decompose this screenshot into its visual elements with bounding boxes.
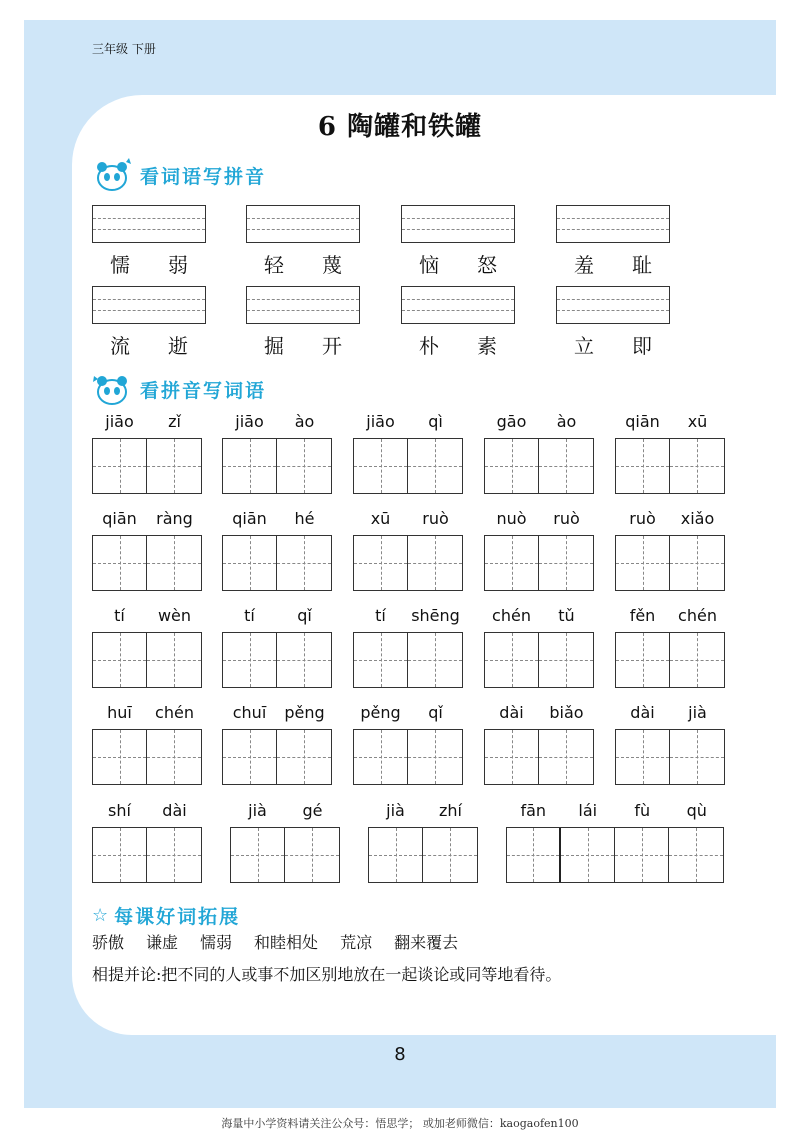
pinyin-syllable: nuò: [496, 509, 527, 528]
pinyin-line: [92, 801, 202, 823]
pinyin-line: [92, 606, 202, 628]
pinyin-syllable: jiāo: [105, 412, 134, 431]
writing-cell[interactable]: [670, 439, 724, 493]
pinyin-syllable: fěn: [629, 606, 656, 625]
pinyin-word-item: [92, 606, 202, 688]
word-character: 恼: [419, 253, 439, 277]
pinyin-line: [222, 412, 332, 434]
pinyin-syllable: pěng: [284, 703, 325, 722]
pinyin-line: [92, 703, 202, 725]
pinyin-word-item: [615, 412, 725, 494]
pinyin-line: [92, 412, 202, 434]
pinyin-line: [615, 412, 725, 434]
writing-cell[interactable]: [561, 828, 615, 882]
section-heading-text: 看词语写拼音: [140, 165, 267, 188]
writing-cell[interactable]: [93, 536, 147, 590]
writing-cell[interactable]: [277, 633, 331, 687]
writing-cell[interactable]: [147, 439, 201, 493]
pinyin-syllable: tǔ: [558, 606, 575, 625]
writing-cell[interactable]: [223, 536, 277, 590]
pinyin-syllable: wèn: [157, 606, 192, 625]
pinyin-word-item: [92, 509, 202, 591]
pinyin-syllable: xiǎo: [680, 509, 715, 528]
pinyin-item: [401, 205, 515, 278]
pinyin-syllable: gé: [302, 801, 323, 820]
word-character: 蔑: [322, 253, 342, 277]
pinyin-syllable: dài: [630, 703, 655, 722]
writing-cell[interactable]: [408, 439, 462, 493]
page-number: 8: [394, 1044, 406, 1065]
writing-cell[interactable]: [408, 730, 462, 784]
writing-cell[interactable]: [147, 828, 201, 882]
pinyin-line: [353, 703, 463, 725]
pinyin-syllable: qì: [428, 412, 443, 431]
section-heading-1: [92, 158, 266, 192]
pinyin-syllable: qù: [686, 801, 707, 820]
writing-cell[interactable]: [93, 828, 147, 882]
tianzige-grid: [353, 535, 463, 591]
word-character: 怒: [477, 253, 497, 277]
good-words-list: [92, 930, 458, 953]
word-characters: [556, 330, 670, 359]
writing-cell[interactable]: [147, 730, 201, 784]
pinyin-word-item: [615, 703, 725, 785]
pinyin-word-item: [222, 703, 332, 785]
panda-icon: [92, 372, 134, 406]
tianzige-grid: [353, 729, 463, 785]
writing-cell[interactable]: [539, 633, 593, 687]
pinyin-syllable: qǐ: [297, 606, 312, 625]
tianzige-grid: [92, 827, 202, 883]
pinyin-syllable: qiān: [625, 412, 660, 431]
pinyin-word-item: [484, 412, 594, 494]
pinyin-syllable: fù: [634, 801, 651, 820]
tianzige-grid: [353, 632, 463, 688]
word-character: 开: [322, 334, 342, 358]
pinyin-line: [353, 509, 463, 531]
good-word: 骄傲: [92, 933, 125, 952]
pinyin-syllable: xū: [370, 509, 391, 528]
writing-cell[interactable]: [539, 536, 593, 590]
pinyin-word-item: [92, 412, 202, 494]
pinyin-syllable: zǐ: [168, 412, 181, 431]
tianzige-grid: [222, 729, 332, 785]
good-word: 谦虚: [146, 933, 179, 952]
pinyin-syllable: lái: [578, 801, 598, 820]
pinyin-syllable: shēng: [411, 606, 460, 625]
writing-cell[interactable]: [369, 828, 423, 882]
pinyin-syllable: pěng: [360, 703, 401, 722]
tianzige-grid: [615, 535, 725, 591]
pinyin-word-item: [484, 606, 594, 688]
pinyin-item: [401, 286, 515, 359]
pinyin-line: [484, 509, 594, 531]
writing-cell[interactable]: [93, 730, 147, 784]
pinyin-line: [222, 509, 332, 531]
writing-cell[interactable]: [485, 536, 539, 590]
pinyin-syllable: huī: [107, 703, 132, 722]
tianzige-grid: [92, 438, 202, 494]
good-word: 懦弱: [200, 933, 233, 952]
footer-note: 海量中小学资料请关注公众号：悟思学； 或加老师微信：kaogaofen100: [221, 1117, 579, 1130]
pinyin-word-item: [506, 801, 724, 883]
section-heading-text: 看拼音写词语: [140, 379, 267, 402]
writing-cell[interactable]: [616, 633, 670, 687]
pinyin-word-item: [222, 509, 332, 591]
writing-cell[interactable]: [147, 633, 201, 687]
writing-cell[interactable]: [223, 730, 277, 784]
section-heading-2: [92, 372, 266, 406]
pinyin-line: [484, 703, 594, 725]
pinyin-word-item: [615, 509, 725, 591]
pinyin-item: [246, 286, 360, 359]
pinyin-syllable: jià: [248, 801, 267, 820]
pinyin-word-item: [353, 509, 463, 591]
pinyin-line: [92, 509, 202, 531]
idiom-explanation: 相提并论:把不同的人或事不加区别地放在一起谈论或同等地看待。: [92, 965, 562, 984]
writing-cell[interactable]: [277, 536, 331, 590]
writing-cell[interactable]: [277, 439, 331, 493]
tianzige-grid: [222, 535, 332, 591]
writing-cell[interactable]: [616, 730, 670, 784]
tianzige-grid: [484, 438, 594, 494]
writing-cell[interactable]: [423, 828, 477, 882]
pinyin-line: [506, 801, 724, 823]
writing-cell[interactable]: [485, 439, 539, 493]
writing-cell[interactable]: [223, 633, 277, 687]
word-character: 素: [477, 334, 497, 358]
writing-cell[interactable]: [285, 828, 339, 882]
tianzige-grid: [368, 827, 478, 883]
writing-cell[interactable]: [615, 828, 669, 882]
tianzige-grid: [615, 438, 725, 494]
pinyin-answer-box[interactable]: [246, 205, 360, 243]
pinyin-syllable: qiān: [102, 509, 137, 528]
tianzige-grid: [230, 827, 340, 883]
writing-cell[interactable]: [93, 633, 147, 687]
pinyin-syllable: ruò: [422, 509, 449, 528]
star-icon: ☆: [92, 905, 109, 926]
pinyin-line: [230, 801, 340, 823]
pinyin-answer-box[interactable]: [246, 286, 360, 324]
pinyin-line: [353, 606, 463, 628]
pinyin-word-item: [484, 703, 594, 785]
writing-cell[interactable]: [93, 439, 147, 493]
writing-cell[interactable]: [223, 439, 277, 493]
word-characters: [556, 249, 670, 278]
writing-cell[interactable]: [616, 536, 670, 590]
pinyin-syllable: gāo: [496, 412, 527, 431]
word-character: 懦: [110, 253, 130, 277]
pinyin-syllable: jiāo: [235, 412, 264, 431]
word-character: 逝: [168, 334, 188, 358]
pinyin-word-item: [368, 801, 478, 883]
writing-cell[interactable]: [670, 536, 724, 590]
pinyin-item: [92, 286, 206, 359]
pinyin-answer-box[interactable]: [92, 205, 206, 243]
pinyin-line: [615, 606, 725, 628]
pinyin-item: [246, 205, 360, 278]
tianzige-grid: [92, 729, 202, 785]
tianzige-grid: [484, 632, 594, 688]
word-character: 弱: [168, 253, 188, 277]
pinyin-syllable: dài: [162, 801, 187, 820]
writing-cell[interactable]: [507, 828, 561, 882]
word-character: 即: [632, 334, 652, 358]
panda-icon: [92, 158, 134, 192]
writing-cell[interactable]: [354, 439, 408, 493]
pinyin-syllable: chuī: [232, 703, 267, 722]
pinyin-syllable: dài: [499, 703, 524, 722]
pinyin-syllable: chén: [678, 606, 717, 625]
pinyin-syllable: jià: [688, 703, 707, 722]
pinyin-syllable: tí: [244, 606, 255, 625]
pinyin-answer-box[interactable]: [556, 286, 670, 324]
pinyin-syllable: jiāo: [366, 412, 395, 431]
pinyin-item: [556, 205, 670, 278]
pinyin-answer-box[interactable]: [556, 205, 670, 243]
tianzige-grid: [506, 827, 724, 883]
section-heading-3: [92, 902, 240, 929]
pinyin-syllable: biǎo: [549, 703, 584, 722]
pinyin-word-item: [92, 801, 202, 883]
pinyin-syllable: ào: [294, 412, 315, 431]
writing-cell[interactable]: [539, 730, 593, 784]
pinyin-answer-box[interactable]: [401, 205, 515, 243]
pinyin-answer-box[interactable]: [401, 286, 515, 324]
writing-cell[interactable]: [616, 439, 670, 493]
pinyin-syllable: qǐ: [428, 703, 443, 722]
good-word: 荒凉: [340, 933, 373, 952]
writing-cell[interactable]: [670, 730, 724, 784]
word-characters: [92, 330, 206, 359]
word-characters: [246, 330, 360, 359]
pinyin-syllable: zhí: [439, 801, 462, 820]
writing-cell[interactable]: [354, 536, 408, 590]
writing-cell[interactable]: [354, 730, 408, 784]
pinyin-line: [484, 606, 594, 628]
pinyin-word-item: [92, 703, 202, 785]
pinyin-syllable: jià: [386, 801, 405, 820]
writing-cell[interactable]: [147, 536, 201, 590]
pinyin-syllable: chén: [155, 703, 194, 722]
tianzige-grid: [615, 729, 725, 785]
pinyin-syllable: hé: [294, 509, 315, 528]
pinyin-answer-box[interactable]: [92, 286, 206, 324]
pinyin-syllable: shí: [108, 801, 131, 820]
word-character: 立: [574, 334, 594, 358]
pinyin-syllable: xū: [687, 412, 708, 431]
pinyin-line: [615, 703, 725, 725]
word-character: 耻: [632, 253, 652, 277]
writing-cell[interactable]: [277, 730, 331, 784]
writing-cell[interactable]: [669, 828, 723, 882]
pinyin-syllable: ào: [556, 412, 577, 431]
word-character: 羞: [574, 253, 594, 277]
pinyin-syllable: chén: [492, 606, 531, 625]
pinyin-line: [353, 412, 463, 434]
pinyin-word-item: [222, 606, 332, 688]
pinyin-syllable: tí: [375, 606, 386, 625]
pinyin-word-item: [230, 801, 340, 883]
tianzige-grid: [222, 438, 332, 494]
good-word: 翻来覆去: [394, 933, 459, 952]
word-characters: [246, 249, 360, 278]
good-word: 和睦相处: [254, 933, 319, 952]
pinyin-word-item: [615, 606, 725, 688]
pinyin-line: [615, 509, 725, 531]
pinyin-line: [222, 703, 332, 725]
tianzige-grid: [484, 535, 594, 591]
writing-cell[interactable]: [670, 633, 724, 687]
section-heading-text: 每课好词拓展: [114, 906, 241, 928]
grade-label: 三年级 下册: [92, 42, 156, 56]
word-characters: [401, 330, 515, 359]
pinyin-syllable: fān: [520, 801, 547, 820]
writing-cell[interactable]: [408, 536, 462, 590]
tianzige-grid: [92, 535, 202, 591]
pinyin-word-item: [484, 509, 594, 591]
tianzige-grid: [615, 632, 725, 688]
pinyin-line: [368, 801, 478, 823]
pinyin-syllable: tí: [114, 606, 125, 625]
tianzige-grid: [353, 438, 463, 494]
writing-cell[interactable]: [485, 633, 539, 687]
pinyin-item: [92, 205, 206, 278]
tianzige-grid: [484, 729, 594, 785]
word-character: 掘: [264, 334, 284, 358]
pinyin-word-item: [353, 606, 463, 688]
writing-cell[interactable]: [231, 828, 285, 882]
word-character: 流: [110, 334, 130, 358]
pinyin-syllable: ruò: [553, 509, 580, 528]
pinyin-item: [556, 286, 670, 359]
page-title: 6 陶罐和铁罐: [317, 112, 483, 142]
word-characters: [92, 249, 206, 278]
pinyin-line: [484, 412, 594, 434]
writing-cell[interactable]: [485, 730, 539, 784]
pinyin-word-item: [353, 412, 463, 494]
writing-cell[interactable]: [408, 633, 462, 687]
pinyin-word-item: [353, 703, 463, 785]
tianzige-grid: [92, 632, 202, 688]
pinyin-syllable: qiān: [232, 509, 267, 528]
tianzige-grid: [222, 632, 332, 688]
word-characters: [401, 249, 515, 278]
pinyin-line: [222, 606, 332, 628]
pinyin-syllable: ràng: [156, 509, 193, 528]
pinyin-syllable: ruò: [629, 509, 656, 528]
writing-cell[interactable]: [539, 439, 593, 493]
pinyin-word-item: [222, 412, 332, 494]
word-character: 朴: [419, 334, 439, 358]
word-character: 轻: [264, 253, 284, 277]
writing-cell[interactable]: [354, 633, 408, 687]
